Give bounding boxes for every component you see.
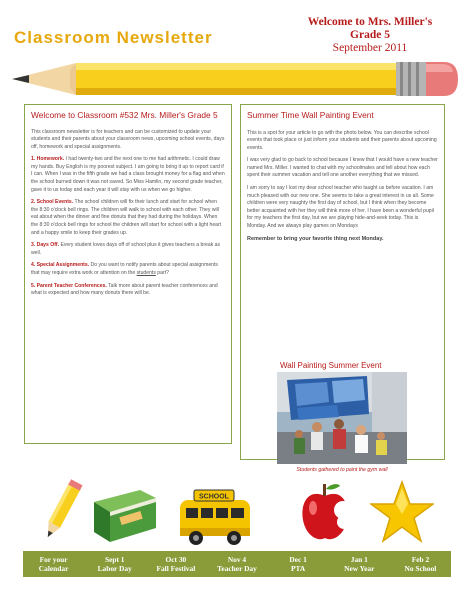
apple-icon: [298, 480, 352, 546]
calendar-footer: [23, 551, 451, 577]
special-assignments-item: 4. Special Assignments. Do you want to notify parents about special assignments that may require extra work or attention on the students part?: [31, 262, 218, 276]
classroom-welcome-box: [24, 104, 232, 444]
calendar-item: Dec 1 PTA: [289, 555, 307, 573]
pencil-icon: [36, 478, 84, 548]
calendar-item: Nov 4 Teacher Day: [217, 555, 257, 573]
homework-item: 1. Homework. I had twenty-two and the next one to me had arithmetic. I could draw my hands. Buy English is my poorest subject. I am going to bring it up to report card if I can. When I was in the fifth grade we had a class brought money for a flag and when the school burned down it was not saved. So Miss Hamlin, my second grade teacher, gave it to us today and each year it will stay with us when we go higher.: [31, 156, 225, 193]
photo-title: Wall Painting Summer Event: [280, 361, 382, 370]
left-box-heading: Welcome to Classroom #532 Mrs. Miller's Grade 5: [31, 110, 218, 120]
article-paragraph: I am sorry to say I lost my dear school teacher who taught us before vacation. I am much pleased with our new one. She seems to take a great interest in us all. Some children were very naughty the first day of school, but I think when they become better acquainted with her they will think more of her. I have been a wonderful pupil for my teachers the first day, but we are playing hide-and-seek today. This is Monday. And we always play games on Mondays: [247, 185, 434, 230]
bus-sign-text: SCHOOL: [199, 493, 229, 501]
wall-painting-photo: [277, 372, 407, 464]
star-icon: [370, 480, 434, 544]
days-off-item: 3. Days Off. Every student loves days off of school plus it gives teachers a break as well.: [31, 242, 221, 256]
grade-line: Grade 5: [350, 29, 390, 41]
pencil-banner-icon: [12, 54, 458, 104]
intro-paragraph: This classroom newsletter is for teachers and can be customized to update your students and their parents about your classroom news, upcoming school events, days off, homework and special assignments.: [31, 128, 225, 150]
issue-date: September 2011: [332, 42, 408, 54]
welcome-block: [282, 16, 458, 55]
school-events-item: 2. School Events. The school children will fix their lunch and start for school when the 8:30 o'clock bell rings. The children will walk to school with each other. They will eat about when the dinner and fine donuts that they had during the holidays. When the 8:30 o'clock bell rings for school the children will start for school with a light heart and a happy smile to keep their grades up.: [31, 199, 222, 236]
calendar-item: For your Calendar: [38, 555, 69, 573]
right-box-heading: Summer Time Wall Painting Event: [247, 110, 374, 120]
parent-teacher-item: 5. Parent Teacher Conferences. Talk more about parent teacher conferences and what is expected and how many donuts there will be.: [31, 282, 218, 297]
calendar-item: Oct 30 Fall Festival: [156, 555, 196, 573]
article-paragraph: This is a spot for your article to go with the photo below. You can describe school events that took place or just inform your students and their parents about upcoming events.: [247, 129, 437, 151]
school-bus-icon: [176, 488, 254, 548]
photo-caption: Students gathered to paint the gym wall: [296, 467, 388, 473]
calendar-item: Jan 1 New Year: [344, 555, 375, 573]
calendar-item: Feb 2 No School: [404, 555, 437, 573]
calendar-item: Sept 1 Labor Day: [97, 555, 132, 573]
book-icon: [88, 484, 160, 544]
reminder-text: Remember to bring your favorite thing next Monday.: [247, 235, 384, 242]
newsletter-title: Classroom Newsletter: [14, 28, 213, 47]
welcome-line: Welcome to Mrs. Miller's: [307, 16, 433, 28]
article-paragraph: I was very glad to go back to school because I knew that I would have a new teacher named Mrs. Miller. I wanted to chat with my schoolmates and tell about how each spent their summer vacation and tell one another everything that we missed.: [247, 157, 438, 179]
